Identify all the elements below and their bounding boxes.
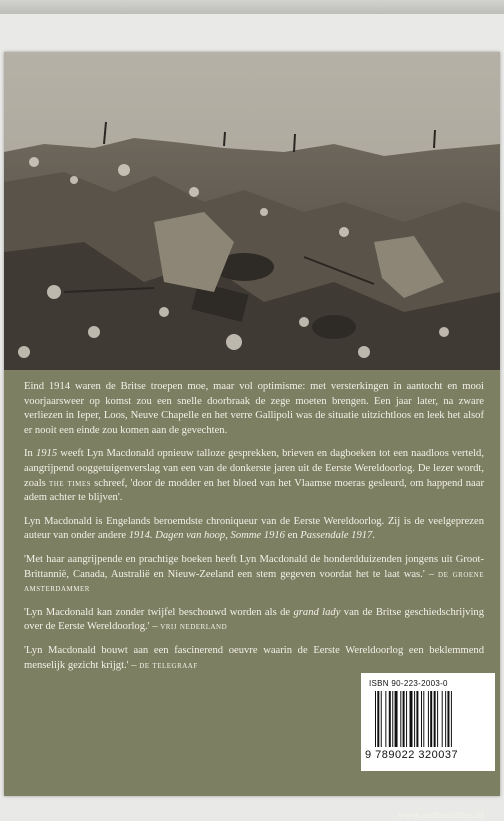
barcode-bar (421, 691, 422, 747)
barcode-bar (389, 691, 391, 747)
ean-number: 9 789022 320037 (365, 749, 459, 761)
barcode-bar (416, 691, 418, 747)
barcode-bar (451, 691, 452, 747)
text-segment: vrij nederland (160, 621, 228, 633)
barcode-bar (437, 691, 438, 747)
blurb-paragraph (24, 606, 484, 635)
barcode-bar (447, 691, 449, 747)
barcode-bar (406, 691, 407, 747)
text-segment: de telegraaf (139, 659, 198, 671)
text-segment: Somme 1916 (230, 530, 285, 542)
barcode-bar (403, 691, 405, 747)
battlefield-photo (4, 52, 500, 370)
barcode-bar (400, 691, 401, 747)
text-segment: Eind 1914 waren de Britse troepen moe, maar vol optimisme: met versterkingen in aantocht en mooi voorjaarsweer op komst zou een snelle doorbraak de zege moeten brengen. Een jaar later, na zware verliezen in Ieper, Loos, Neuve Chapelle en het verre Gallipoli was de situatie uitzichtloos en leek het alsof er nooit een einde zou komen aan de gevechten. (24, 381, 484, 436)
page-edge (0, 0, 504, 14)
blurb-paragraph (24, 644, 484, 673)
barcode-bar (445, 691, 446, 747)
blurb-paragraph (24, 553, 484, 597)
blurb-paragraph (24, 447, 484, 505)
text-segment: en (284, 530, 301, 542)
back-cover (4, 52, 500, 821)
text-segment: weeft Lyn Macdonald opnieuw talloze gesprekken, brieven en dagboeken tot een naadloos verteld, aangrijpend ooggetuigenverslag van een van de donkerste jaren uit de Eerste Wereldoorlog. De lezer wordt, zoals (24, 448, 484, 489)
text-segment: van de Britse geschiedschrijving over de Eerste Wereldoorlog.' – (24, 606, 484, 633)
text-segment: Lyn Macdonald is Engelands beroemdste chroniqueur van de Eerste Wereldoorlog. Zij is de veelgeprezen auteur van onder andere (24, 515, 484, 542)
text-segment: the times (48, 477, 91, 489)
text-segment: 1914. Dagen van hoop (128, 530, 226, 542)
publisher-url[interactable]: www.amboanthos.nl (397, 810, 484, 821)
barcode-bar (385, 691, 386, 747)
text-segment: 'Met haar aangrijpende en prachtige boeken heeft Lyn Macdonald de honderdduizenden jongens uit Groot-Brittannië, Canada, Australië en Nieuw-Zeeland een stem gegeven voordat het te laat was.' – (24, 553, 484, 580)
barcode-bar (377, 691, 379, 747)
barcode-bars (373, 691, 485, 747)
barcode-bar (442, 691, 443, 747)
text-segment: . (372, 530, 376, 542)
text-segment: 'Lyn Macdonald kan zonder twijfel beschouwd worden als de (24, 606, 294, 618)
barcode-bar (410, 691, 413, 747)
text-segment: , (225, 530, 231, 542)
text-segment: 1915 (35, 448, 58, 460)
blurb-paragraph (24, 380, 484, 438)
text-segment: de groene amsterdammer (24, 568, 484, 595)
isbn-label: ISBN 90-223-2003-0 (369, 679, 448, 688)
barcode-bar (430, 691, 432, 747)
text-segment: schreef, 'door de modder en het bloed van het Vlaamse moeras gesleurd, om happend naar adem achter te blijven'. (24, 477, 484, 504)
barcode-bar (428, 691, 429, 747)
barcode-bar (423, 691, 424, 747)
text-segment: 'Lyn Macdonald bouwt aan een fascinerend oeuvre waarin de Eerste Wereldoorlog een beklemmend menselijk gezicht krijgt.' – (24, 644, 484, 671)
barcode-bar (434, 691, 436, 747)
barcode-bar (392, 691, 393, 747)
barcode-bar (395, 691, 398, 747)
text-segment: Passendale 1917 (300, 530, 373, 542)
barcode-bar (414, 691, 415, 747)
blurb-paragraph (24, 515, 484, 544)
barcode-bar (375, 691, 376, 747)
text-segment: grand lady (293, 606, 341, 618)
blurb-text (24, 380, 484, 682)
barcode (361, 673, 495, 771)
text-segment: In (24, 448, 36, 460)
barcode-bar (381, 691, 382, 747)
